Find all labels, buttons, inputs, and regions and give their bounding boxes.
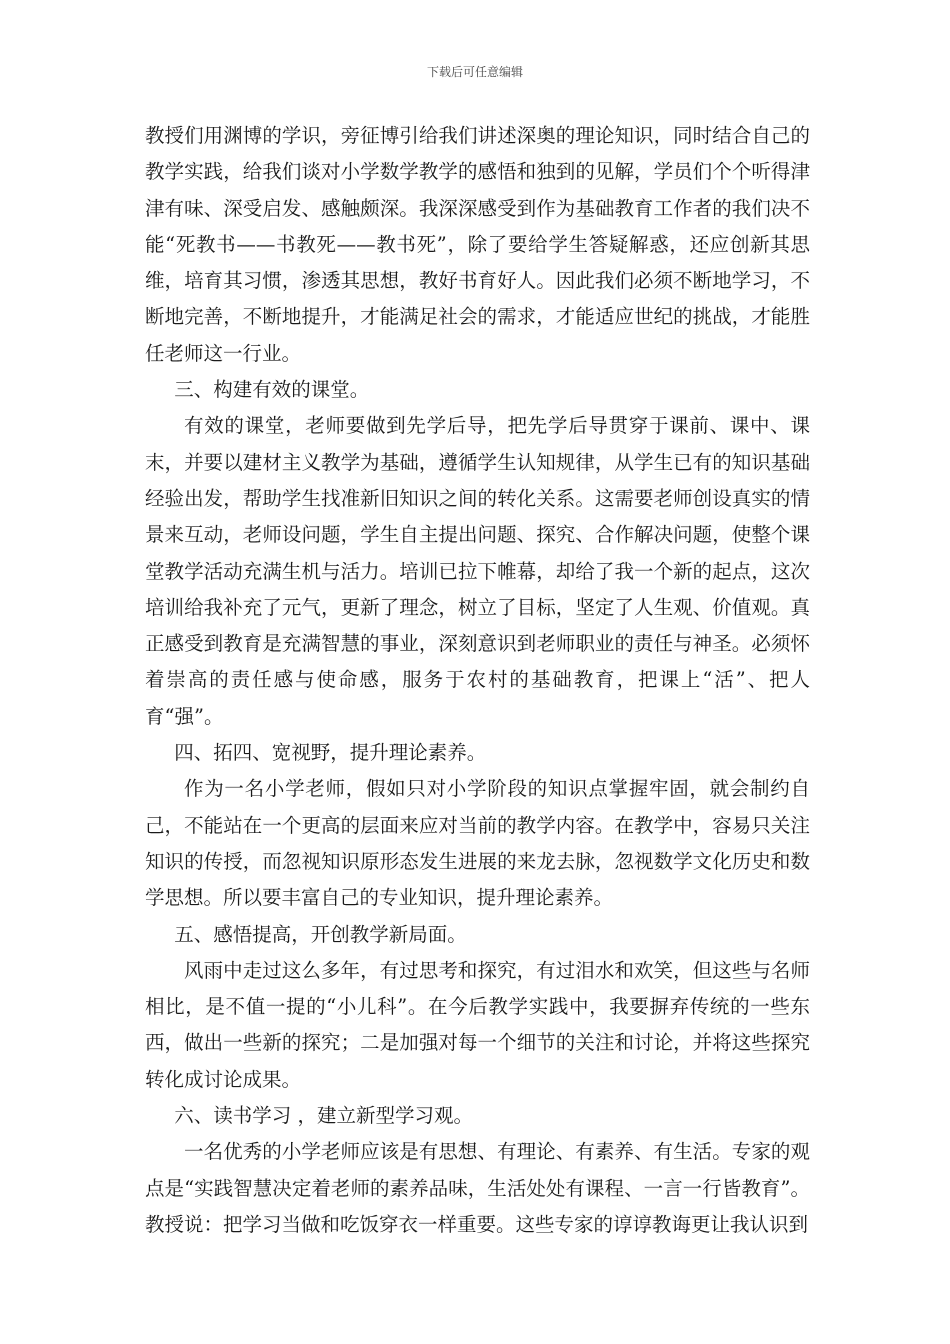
paragraph-6: 一名优秀的小学老师应该是有思想、有理论、有素养、有生活。专家的观点是“实践智慧决定着老师的素养品味，生活处处有课程、一言一行皆教育”。教授说：把学习当做和吃饭穿衣一样重要。这些专家的谆谆教诲更让我认识到 <box>145 1140 810 1236</box>
section-heading-6: 六、读书学习 ，建立新型学习观。 <box>174 1104 473 1128</box>
section-heading-4: 四、拓四、宽视野，提升理论素养。 <box>174 741 487 765</box>
paragraph-4: 作为一名小学老师，假如只对小学阶段的知识点掌握牢固，就会制约自己，不能站在一个更高的层面来应对当前的教学内容。在教学中，容易只关注知识的传授，而忽视知识原形态发生进展的来龙去脉，忽视数学文化历史和数学思想。所以要丰富自己的专业知识，提升理论素养。 <box>145 777 810 910</box>
paragraph-5: 风雨中走过这么多年，有过思考和探究，有过泪水和欢笑，但这些与名师相比，是不值一提的“小儿科”。在今后教学实践中，我要摒弃传统的一些东西，做出一些新的探究；二是加强对每一个细节的关注和讨论，并将这些探究转化成讨论成果。 <box>145 958 810 1091</box>
section-heading-5: 五、感悟提高，开创教学新局面。 <box>174 922 467 946</box>
paragraph-3: 有效的课堂，老师要做到先学后导，把先学后导贯穿于课前、课中、课末，并要以建材主义教学为基础，遵循学生认知规律，从学生已有的知识基础经验出发，帮助学生找准新旧知识之间的转化关系。这需要老师创设真实的情景来互动，老师设问题，学生自主提出问题、探究、合作解决问题，使整个课堂教学活动充满生机与活力。培训已拉下帷幕，却给了我一个新的起点，这次培训给我补充了元气，更新了理念，树立了目标，坚定了人生观、价值观。真正感受到教育是充满智慧的事业，深刻意识到老师职业的责任与神圣。必须怀着崇高的责任感与使命感，服务于农村的基础教育，把课上“活”、把人育“强”。 <box>145 414 810 728</box>
document-body <box>145 118 810 1243</box>
page-header: 下载后可任意编辑 <box>426 65 523 79</box>
paragraph-continued: 教授们用渊博的学识，旁征博引给我们讲述深奥的理论知识，同时结合自己的教学实践，给我们谈对小学数学教学的感悟和独到的见解，学员们个个听得津津有味、深受启发、感触颇深。我深深感受到作为基础教育工作者的我们决不能“死教书——书教死——教书死”，除了要给学生答疑解惑，还应创新其思维，培育其习惯，渗透其思想，教好书育好人。因此我们必须不断地学习，不断地完善，不断地提升，才能满足社会的需求，才能适应世纪的挑战，才能胜任老师这一行业。 <box>145 124 810 365</box>
section-heading-3: 三、构建有效的课堂。 <box>174 378 370 402</box>
